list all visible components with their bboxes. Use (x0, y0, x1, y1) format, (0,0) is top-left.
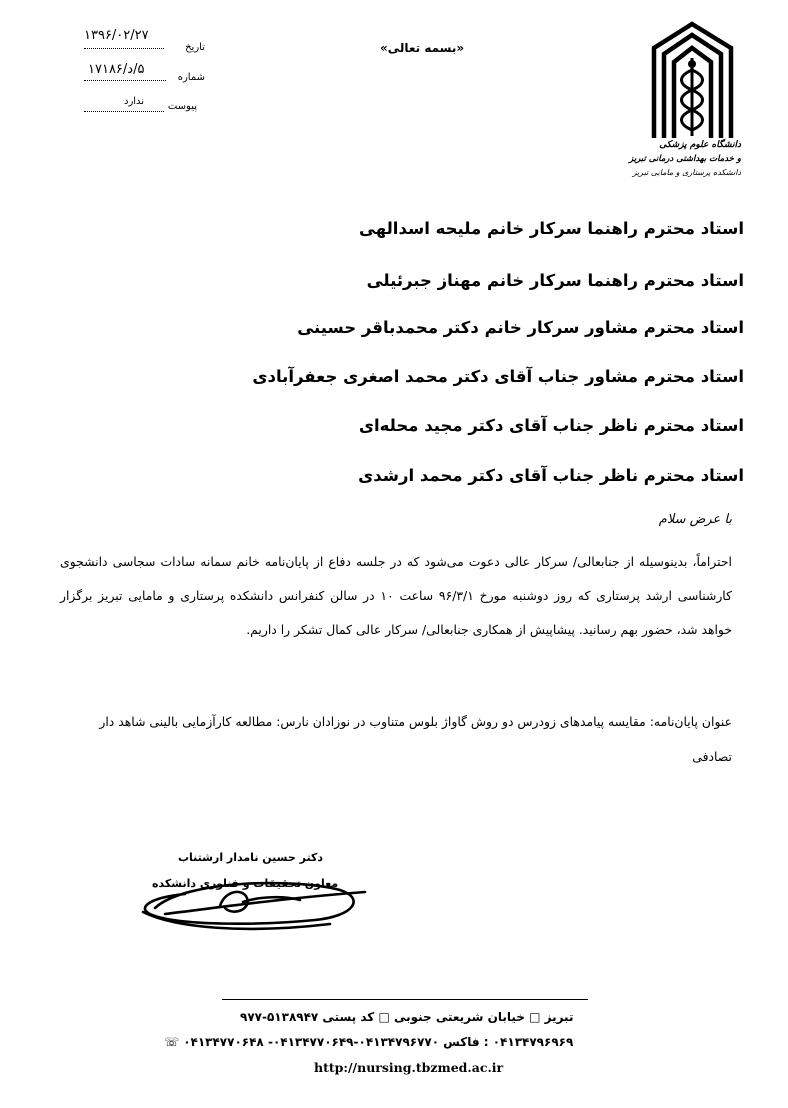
handwritten-signature (125, 868, 375, 938)
logo-line-3: دانشکده پرستاری و مامایی تبریز (632, 168, 741, 177)
logo-line-1: دانشگاه علوم پزشکی (659, 140, 741, 150)
recipient-line: استاد محترم ناظر جناب آقای دکتر مجید محله‌ای (358, 416, 744, 435)
greeting: با عرض سلام (658, 512, 732, 527)
recipient-line: استاد محترم راهنما سرکار خانم ملیحه اسدالهی (359, 219, 744, 238)
signer-name: دکتر حسین نامدار ارشتناب (178, 851, 323, 864)
recipient-line: استاد محترم راهنما سرکار خانم مهناز جبرئیلی (366, 271, 744, 290)
number-dotted-line (84, 80, 166, 81)
footer-phone-fax: ۰۴۱۳۴۷۹۶۹۶۹ : فاکس ۰۴۱۳۴۷۹۶۷۷۰-۰۴۱۳۴۷۷۰۶۴۹- ۰۴۱۳۴۷۷۰۶۴۸ ☏ (164, 1035, 574, 1049)
recipient-line: استاد محترم مشاور جناب آقای دکتر محمد اصغری جعفرآبادی (252, 367, 744, 386)
basmala-heading: «بسمه تعالی» (380, 41, 465, 55)
thesis-title: عنوان پایان‌نامه: مقایسه پیامدهای زودرس دو روش گاواژ بلوس متناوب در نوزادان نارس: مطالعه کارآزمایی بالینی شاهد دار تصادفی (99, 714, 732, 764)
emblem-icon (640, 18, 745, 143)
date-dotted-line (84, 48, 164, 49)
invitation-paragraph: احتراماً، بدینوسیله از جنابعالی/ سرکار عالی دعوت می‌شود که در جلسه دفاع از پایان‌نامه خانم سمانه سادات سجاسی دانشجوی کارشناسی ارشد پرستاری که روز دوشنبه مورخ ۹۶/۳/۱ ساعت ۱۰ در سالن کنفرانس دانشکده پرستاری و مامایی تبریز برگزار خواهد شد، حضور بهم رسانید. پیشاپیش از همکاری جنابعالی/ سرکار عالی کمال تشکر را داریم. (60, 554, 732, 637)
number-label: شماره (177, 72, 205, 83)
footer-divider (222, 999, 588, 1000)
footer-address: تبریز □ خیابان شریعتی جنوبی □ کد پستی ۵۱۳۸۹۴۷-۹۷۷ (240, 1010, 574, 1024)
attachment-dotted-line (84, 111, 164, 112)
attachment-label: پیوست (167, 101, 197, 112)
recipient-line: استاد محترم ناظر جناب آقای دکتر محمد ارشدی (358, 466, 744, 485)
logo-line-2: و خدمات بهداشتی درمانی تبریز (629, 154, 741, 164)
university-logo (629, 18, 745, 180)
number-value: ۵/د/۱۷۱۸۶ (88, 62, 145, 77)
date-value: ۱۳۹۶/۰۲/۲۷ (84, 28, 149, 43)
date-label: تاریخ (185, 42, 205, 53)
signer-title: معاون تحقیقات و فناوری دانشکده (152, 877, 339, 890)
attachment-value: ندارد (124, 96, 145, 107)
footer-website-link[interactable]: http://nursing.tbzmed.ac.ir (314, 1060, 504, 1075)
recipient-line: استاد محترم مشاور سرکار خانم دکتر محمدباقر حسینی (297, 318, 744, 337)
meta-block (80, 28, 205, 118)
